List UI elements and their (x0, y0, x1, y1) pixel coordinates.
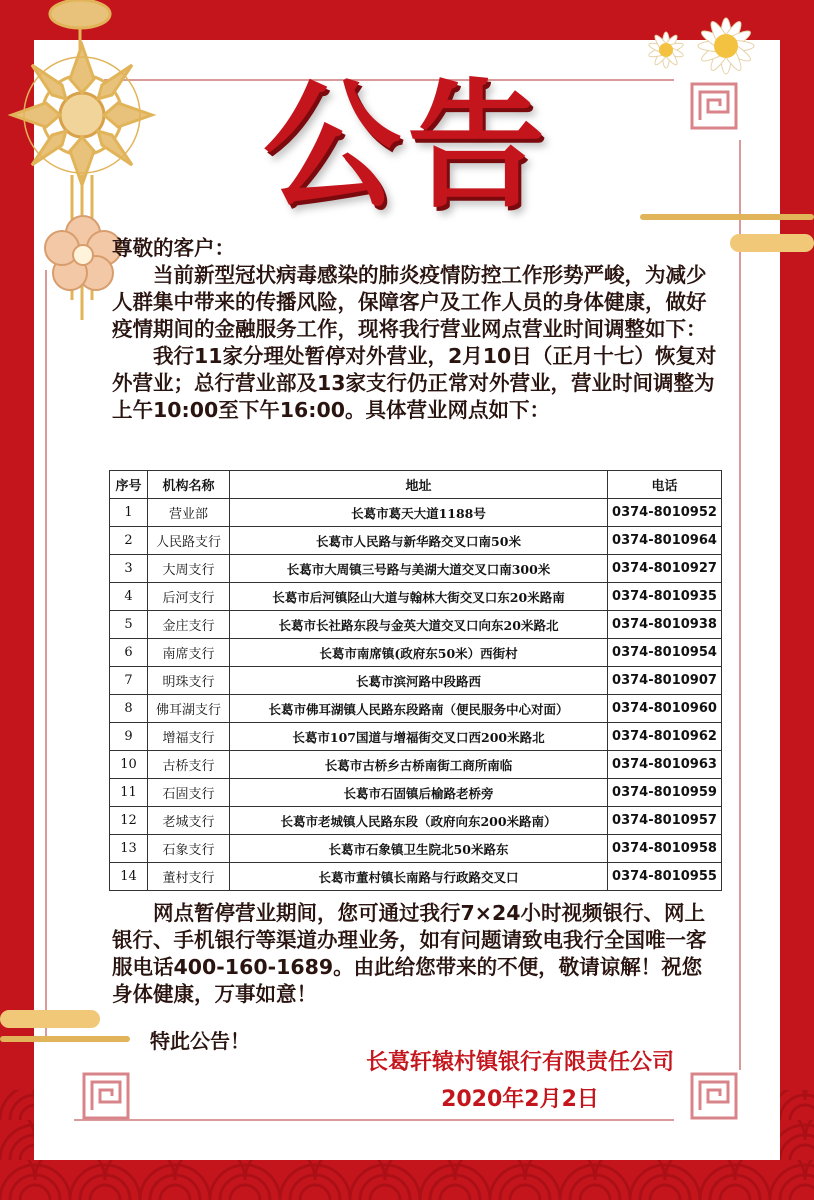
row-org: 石象支行 (148, 835, 230, 863)
row-phone: 0374-8010938 (608, 611, 722, 639)
row-org: 南席支行 (148, 639, 230, 667)
row-phone: 0374-8010955 (608, 863, 722, 891)
row-org: 佛耳湖支行 (148, 695, 230, 723)
table-row (110, 779, 722, 807)
row-address: 长葛市南席镇(政府东50米）西街村 (230, 639, 608, 667)
row-phone: 0374-8010964 (608, 527, 722, 555)
daisy-flower-icon (636, 8, 766, 88)
meander-corner-icon (80, 1070, 132, 1122)
row-phone: 0374-8010935 (608, 583, 722, 611)
row-address: 长葛市葛天大道1188号 (230, 499, 608, 527)
row-index: 4 (110, 583, 148, 611)
row-index: 5 (110, 611, 148, 639)
row-phone: 0374-8010927 (608, 555, 722, 583)
row-org: 人民路支行 (148, 527, 230, 555)
gold-bar-icon (0, 1010, 130, 1046)
row-phone: 0374-8010907 (608, 667, 722, 695)
row-phone: 0374-8010960 (608, 695, 722, 723)
row-index: 11 (110, 779, 148, 807)
row-phone: 0374-8010958 (608, 835, 722, 863)
table-row (110, 555, 722, 583)
row-index: 13 (110, 835, 148, 863)
page-title: 公告 (262, 66, 551, 227)
row-index: 6 (110, 639, 148, 667)
header-address: 地址 (230, 471, 608, 499)
row-org: 石固支行 (148, 779, 230, 807)
row-org: 增福支行 (148, 723, 230, 751)
row-phone: 0374-8010962 (608, 723, 722, 751)
table-row (110, 639, 722, 667)
table-row (110, 751, 722, 779)
paragraph-3: 网点暂停营业期间，您可通过我行7×24小时视频银行、网上银行、手机银行等渠道办理业务，如有问题请致电我行全国唯一客服电话400-160-1689。由此给您带来的不便，敬请谅解！祝您身体健康，万事如意！ (112, 901, 707, 1006)
table-row (110, 611, 722, 639)
closing-text: 特此公告！ (150, 1029, 250, 1053)
row-org: 后河支行 (148, 583, 230, 611)
row-org: 大周支行 (148, 555, 230, 583)
row-org: 明珠支行 (148, 667, 230, 695)
greeting: 尊敬的客户： (112, 236, 235, 260)
row-address: 长葛市107国道与增福街交叉口西200米路北 (230, 723, 608, 751)
row-address: 长葛市董村镇长南路与行政路交叉口 (230, 863, 608, 891)
row-address: 长葛市石固镇后榆路老桥旁 (230, 779, 608, 807)
row-index: 10 (110, 751, 148, 779)
row-address: 长葛市古桥乡古桥南街工商所南临 (230, 751, 608, 779)
row-index: 2 (110, 527, 148, 555)
signature: 长葛轩辕村镇银行有限责任公司 (365, 1050, 674, 1075)
row-index: 12 (110, 807, 148, 835)
paragraph-2: 我行11家分理处暂停对外营业，2月10日（正月十七）恢复对外营业；总行营业部及13家支行仍正常对外营业，营业时间调整为上午10:00至下午16:00。具体营业网点如下： (112, 344, 717, 422)
row-org: 营业部 (148, 499, 230, 527)
table-row (110, 499, 722, 527)
table-row (110, 527, 722, 555)
row-index: 14 (110, 863, 148, 891)
row-index: 9 (110, 723, 148, 751)
row-address: 长葛市大周镇三号路与美湖大道交叉口南300米 (230, 555, 608, 583)
table-row (110, 583, 722, 611)
notice-footer-text (112, 900, 722, 1008)
header-phone: 电话 (608, 471, 722, 499)
row-index: 1 (110, 499, 148, 527)
row-address: 长葛市老城镇人民路东段（政府向东200米路南） (230, 807, 608, 835)
table-row (110, 835, 722, 863)
outlet-table (109, 470, 722, 891)
row-index: 3 (110, 555, 148, 583)
table-row (110, 667, 722, 695)
row-phone: 0374-8010957 (608, 807, 722, 835)
row-address: 长葛市人民路与新华路交叉口南50米 (230, 527, 608, 555)
notice-body (112, 235, 722, 424)
row-address: 长葛市长社路东段与金英大道交叉口向东20米路北 (230, 611, 608, 639)
table-row (110, 695, 722, 723)
row-address: 长葛市石象镇卫生院北50米路东 (230, 835, 608, 863)
notice-date: 2020年2月2日 (441, 1087, 599, 1112)
row-org: 古桥支行 (148, 751, 230, 779)
table-row (110, 723, 722, 751)
row-org: 董村支行 (148, 863, 230, 891)
row-phone: 0374-8010952 (608, 499, 722, 527)
table-row (110, 863, 722, 891)
header-org: 机构名称 (148, 471, 230, 499)
row-address: 长葛市滨河路中段路西 (230, 667, 608, 695)
row-index: 8 (110, 695, 148, 723)
row-org: 老城支行 (148, 807, 230, 835)
row-phone: 0374-8010959 (608, 779, 722, 807)
row-address: 长葛市后河镇陉山大道与翰林大街交叉口东20米路南 (230, 583, 608, 611)
row-address: 长葛市佛耳湖镇人民路东段路南（便民服务中心对面） (230, 695, 608, 723)
header-index: 序号 (110, 471, 148, 499)
paragraph-1: 当前新型冠状病毒感染的肺炎疫情防控工作形势严峻，为减少人群集中带来的传播风险，保障客户及工作人员的身体健康，做好疫情期间的金融服务工作，现将我行营业网点营业时间调整如下： (112, 263, 707, 341)
row-org: 金庄支行 (148, 611, 230, 639)
row-index: 7 (110, 667, 148, 695)
table-row (110, 807, 722, 835)
table-header-row (110, 471, 722, 499)
row-phone: 0374-8010963 (608, 751, 722, 779)
row-phone: 0374-8010954 (608, 639, 722, 667)
